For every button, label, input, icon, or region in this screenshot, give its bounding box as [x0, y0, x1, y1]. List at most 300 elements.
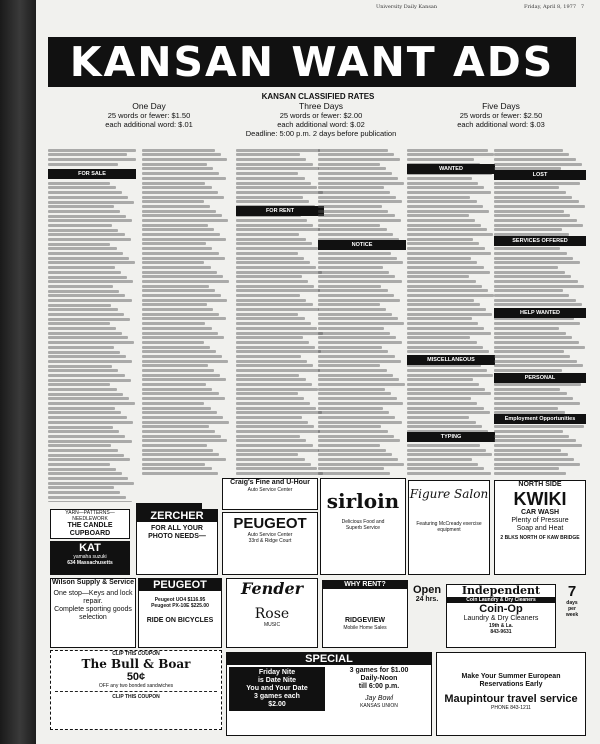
- classified-text-line: [142, 383, 206, 386]
- classified-text-line: [318, 369, 387, 372]
- classified-text-line: [494, 266, 558, 269]
- classified-text-line: [318, 233, 393, 236]
- classified-text-line: [48, 182, 110, 185]
- classified-text-line: [318, 374, 393, 377]
- ad-craigs-auto: Craig's Fine and U-Hour Auto Service Center: [222, 478, 318, 510]
- classified-text-line: [236, 430, 320, 433]
- section-help-wanted: HELP WANTED: [494, 308, 586, 318]
- classified-text-line: [142, 374, 220, 377]
- classified-text-line: [407, 149, 488, 152]
- classified-text-line: [318, 177, 398, 180]
- classified-text-line: [142, 224, 208, 227]
- classified-text-line: [48, 252, 123, 255]
- classified-text-line: [407, 378, 473, 381]
- classified-text-line: [142, 467, 212, 470]
- section-wanted: WANTED: [407, 164, 495, 174]
- classified-text-line: [494, 163, 582, 166]
- classified-text-line: [142, 435, 221, 438]
- classified-text-line: [236, 341, 309, 344]
- classified-text-line: [494, 407, 558, 410]
- classified-text-line: [236, 439, 306, 442]
- classified-text-line: [236, 383, 312, 386]
- classified-text-line: [318, 228, 387, 231]
- classified-text-line: [494, 327, 559, 330]
- classified-text-line: [142, 336, 224, 339]
- classified-text-line: [318, 472, 390, 475]
- classified-text-line: [236, 416, 302, 419]
- classified-text-line: [236, 364, 313, 367]
- ad-maupintour: Make Your Summer European Reservations Early Maupintour travel service PHONE 843-1211: [436, 652, 586, 736]
- classified-text-line: [318, 355, 395, 358]
- classified-text-line: [494, 350, 564, 353]
- classified-text-line: [142, 378, 226, 381]
- classified-text-line: [142, 228, 214, 231]
- classified-text-line: [494, 191, 566, 194]
- classified-text-line: [48, 435, 125, 438]
- classified-text-line: [407, 341, 477, 344]
- column-5-text: [407, 149, 495, 475]
- classified-text-line: [494, 444, 582, 447]
- classified-text-line: [142, 458, 226, 461]
- classified-text-line: [494, 303, 582, 306]
- classified-text-line: [494, 435, 569, 438]
- classified-text-line: [48, 280, 133, 283]
- classified-text-line: [48, 318, 130, 321]
- classified-text-line: [236, 458, 305, 461]
- classified-text-line: [142, 355, 222, 358]
- ad-zercher: ZERCHER FOR ALL YOUR PHOTO NEEDS—: [136, 509, 218, 575]
- classified-text-line: [142, 308, 213, 311]
- classified-text-line: [318, 407, 383, 410]
- classified-text-line: [318, 252, 391, 255]
- classified-text-line: [48, 308, 118, 311]
- ad-fender-rose-music: Fender Rose MUSIC: [226, 578, 318, 648]
- classified-text-line: [236, 228, 320, 231]
- rate-five-days: Five Days 25 words or fewer: $2.50 each additional word: $.03: [457, 101, 545, 129]
- classified-text-line: [48, 294, 125, 297]
- classified-text-line: [48, 383, 110, 386]
- classified-text-line: [48, 397, 129, 400]
- classified-text-line: [318, 397, 397, 400]
- classified-text-line: [48, 444, 111, 447]
- classified-text-line: [494, 322, 580, 325]
- classified-text-line: [494, 285, 584, 288]
- classified-text-line: [494, 257, 573, 260]
- classified-text-line: [142, 172, 219, 175]
- classified-text-line: [407, 177, 472, 180]
- classified-text-line: [236, 275, 302, 278]
- classified-text-line: [318, 313, 392, 316]
- classified-text-line: [236, 322, 311, 325]
- classified-text-line: [142, 233, 220, 236]
- classified-text-line: [236, 313, 298, 316]
- classified-text-line: [236, 374, 299, 377]
- classified-text-line: [142, 247, 212, 250]
- classified-text-line: [236, 177, 305, 180]
- classified-text-line: [494, 247, 560, 250]
- classified-text-line: [494, 252, 567, 255]
- classified-text-line: [48, 416, 127, 419]
- classified-text-line: [407, 402, 477, 405]
- classified-text-line: [142, 158, 227, 161]
- classified-text-line: [318, 458, 398, 461]
- want-ads-banner: KANSAN WANT ADS: [48, 37, 576, 87]
- classified-text-line: [494, 271, 565, 274]
- classified-text-line: [236, 308, 319, 311]
- classified-text-line: [48, 229, 118, 232]
- classified-text-line: [142, 332, 218, 335]
- classified-text-line: [494, 463, 580, 466]
- classified-text-line: [494, 153, 569, 156]
- ad-ridgeview-mobile-homes: WHY RENT? RIDGEVIEW Mobile Home Sales: [322, 580, 408, 648]
- classified-text-line: [494, 182, 580, 185]
- classified-text-line: [48, 374, 125, 377]
- classified-text-line: [318, 364, 380, 367]
- classified-text-line: [236, 186, 317, 189]
- ad-sirloin: sirloin Delicious Food and Superb Service: [320, 478, 406, 575]
- classified-text-line: [407, 411, 490, 414]
- classified-text-line: [48, 341, 134, 344]
- classified-text-line: [407, 280, 476, 283]
- classified-text-line: [318, 463, 404, 466]
- classified-text-line: [236, 472, 323, 475]
- classified-text-line: [407, 214, 469, 217]
- classified-text-line: [48, 388, 117, 391]
- classified-text-line: [142, 463, 205, 466]
- classified-column-3: [236, 147, 324, 502]
- classified-text-line: [494, 280, 578, 283]
- classified-text-line: [236, 392, 298, 395]
- classified-text-line: [236, 167, 319, 170]
- classified-text-line: [236, 317, 305, 320]
- classified-text-line: [318, 383, 405, 386]
- classified-text-line: [318, 430, 388, 433]
- classified-text-line: [318, 280, 402, 283]
- classified-text-line: [236, 172, 298, 175]
- classified-text-line: [48, 257, 129, 260]
- classified-text-line: [407, 191, 491, 194]
- classified-text-line: [407, 327, 484, 330]
- classified-text-line: [318, 411, 389, 414]
- classified-column-5: [407, 147, 495, 502]
- classified-text-line: [142, 167, 213, 170]
- classified-text-line: [142, 238, 226, 241]
- classified-text-line: [142, 153, 221, 156]
- classified-text-line: [407, 416, 469, 419]
- classified-text-line: [142, 407, 211, 410]
- classified-text-line: [494, 205, 585, 208]
- ad-bull-and-boar-coupon: CLIP THIS COUPON The Bull & Boar 50¢ OFF any two bonded sandwiches CLIP THIS COUPON: [50, 650, 222, 730]
- classified-text-line: [142, 242, 206, 245]
- classified-text-line: [142, 313, 219, 316]
- classified-text-line: [407, 233, 493, 236]
- classified-text-line: [318, 285, 381, 288]
- classified-text-line: [142, 397, 225, 400]
- classified-text-line: [142, 280, 229, 283]
- classified-text-line: [142, 210, 216, 213]
- classified-text-line: [318, 186, 384, 189]
- classified-text-line: [318, 425, 381, 428]
- classified-text-line: [236, 247, 318, 250]
- ad-peugeot-auto: PEUGEOT Auto Service Center 33rd & Ridge Court: [222, 512, 318, 575]
- classified-text-line: [407, 285, 482, 288]
- classified-text-line: [494, 158, 576, 161]
- classified-column-2: [142, 147, 230, 502]
- classified-text-line: [494, 346, 585, 349]
- column-4-text: [318, 149, 406, 475]
- classified-text-line: [494, 219, 577, 222]
- classified-text-line: [48, 411, 121, 414]
- classified-text-line: [318, 257, 397, 260]
- classified-text-line: [236, 303, 313, 306]
- classified-text-line: [142, 369, 214, 372]
- classified-text-line: [318, 322, 404, 325]
- section-lost: LOST: [494, 170, 586, 180]
- classified-text-line: [48, 468, 116, 471]
- classified-text-line: [48, 351, 120, 354]
- classified-text-line: [494, 332, 566, 335]
- classified-text-line: [142, 439, 227, 442]
- classified-text-line: [236, 285, 314, 288]
- classified-text-line: [142, 341, 204, 344]
- classified-text-line: [318, 158, 400, 161]
- rate-one-day: One Day 25 words or fewer: $1.50 each additional word: $.01: [105, 101, 193, 129]
- classified-text-line: [142, 425, 209, 428]
- classified-text-line: [236, 233, 299, 236]
- section-miscellaneous: MISCELLANEOUS: [407, 355, 495, 365]
- classified-text-line: [48, 496, 126, 499]
- classified-text-line: [407, 299, 474, 302]
- classified-text-line: [407, 453, 492, 456]
- classified-text-line: [48, 290, 119, 293]
- classified-text-line: [236, 425, 314, 428]
- classified-text-line: [494, 425, 584, 428]
- classified-text-line: [236, 369, 320, 372]
- classified-text-line: [494, 453, 568, 456]
- classified-text-line: [48, 336, 128, 339]
- classified-text-line: [318, 205, 382, 208]
- ad-peugeot-bicycles: PEUGEOT Peugeot UO4 $116.95 Peugeot PX-10E $225.00 RIDE ON BICYCLES: [138, 578, 222, 648]
- classified-text-line: [407, 472, 491, 475]
- classified-text-line: [318, 346, 382, 349]
- classified-text-line: [48, 355, 126, 358]
- classified-text-line: [48, 501, 132, 503]
- classified-text-line: [142, 421, 229, 424]
- classified-text-line: [142, 402, 204, 405]
- classified-text-line: [236, 453, 298, 456]
- ad-figure-salon: Figure Salon Featuring McCready exercise equipment: [408, 480, 490, 575]
- classified-text-line: [407, 261, 477, 264]
- classified-column-4: [318, 147, 406, 502]
- classified-text-line: [142, 275, 223, 278]
- classified-text-line: [236, 355, 301, 358]
- classified-text-line: [236, 332, 323, 335]
- classified-text-line: [494, 224, 583, 227]
- classified-text-line: [48, 365, 112, 368]
- classified-text-line: [318, 271, 389, 274]
- section-personal: PERSONAL: [494, 373, 586, 383]
- page-binding: [0, 0, 36, 744]
- ad-kat: KAT yamaha suzuki 634 Massachusetts: [50, 541, 130, 575]
- classified-text-line: [236, 163, 313, 166]
- ad-kwiki-car-wash: NORTH SIDE KWIKI CAR WASH Plenty of Pressure Soap and Heat 2 BLKS NORTH OF KAW BRIDGE: [494, 480, 586, 575]
- classified-text-line: [318, 449, 386, 452]
- classified-text-line: [494, 383, 581, 386]
- running-head-date: Friday, April 8, 1977 7: [523, 4, 584, 10]
- classified-text-line: [236, 294, 300, 297]
- classified-text-line: [236, 435, 300, 438]
- classified-text-line: [318, 299, 400, 302]
- ad-open-24: Open 24 hrs.: [412, 584, 442, 603]
- classified-text-line: [142, 191, 218, 194]
- classified-text-line: [318, 219, 401, 222]
- classified-text-line: [318, 210, 388, 213]
- classified-text-line: [236, 346, 315, 349]
- classified-text-line: [236, 200, 309, 203]
- classified-text-line: [494, 355, 570, 358]
- classified-text-line: [318, 303, 380, 306]
- classified-text-line: [407, 228, 487, 231]
- classified-text-line: [48, 219, 132, 222]
- classified-text-line: [494, 228, 562, 231]
- classified-text-line: [48, 266, 115, 269]
- classified-text-line: [318, 435, 394, 438]
- classified-text-line: [142, 449, 213, 452]
- classified-text-line: [318, 317, 398, 320]
- classified-text-line: [318, 378, 399, 381]
- classified-text-line: [407, 425, 482, 428]
- classified-text-line: [142, 257, 225, 260]
- classified-text-line: [407, 332, 491, 335]
- classified-text-line: [318, 467, 384, 470]
- classified-text-line: [236, 327, 317, 330]
- classified-text-line: [48, 261, 135, 264]
- classified-text-line: [48, 440, 132, 443]
- classified-text-line: [236, 266, 316, 269]
- classified-text-line: [494, 402, 580, 405]
- classified-text-line: [48, 332, 122, 335]
- classified-text-line: [318, 308, 386, 311]
- classified-text-line: [236, 289, 320, 292]
- classified-text-line: [142, 411, 217, 414]
- classified-text-line: [318, 214, 395, 217]
- classified-text-line: [48, 285, 113, 288]
- classified-text-line: [48, 454, 124, 457]
- classified-text-line: [236, 261, 310, 264]
- classified-text-line: [142, 294, 221, 297]
- classified-text-line: [236, 158, 306, 161]
- classified-text-line: [318, 224, 380, 227]
- classified-text-line: [48, 346, 114, 349]
- classified-text-line: [407, 407, 484, 410]
- classified-text-line: [142, 350, 216, 353]
- classified-text-line: [407, 336, 470, 339]
- classified-text-line: [236, 360, 307, 363]
- classified-text-line: [48, 205, 114, 208]
- classified-text-line: [48, 463, 110, 466]
- classified-text-line: [48, 491, 120, 494]
- classified-text-line: [407, 317, 472, 320]
- classified-text-line: [236, 444, 313, 447]
- section-services-offered: SERVICES OFFERED: [494, 236, 586, 246]
- classified-text-line: [48, 402, 135, 405]
- classified-text-line: [494, 397, 573, 400]
- classified-text-line: [236, 397, 304, 400]
- classified-text-line: [318, 191, 390, 194]
- classified-text-line: [142, 219, 228, 222]
- classified-text-line: [407, 224, 481, 227]
- classified-text-line: [142, 252, 219, 255]
- classified-text-line: [318, 336, 396, 339]
- classified-text-line: [407, 257, 471, 260]
- classified-rates: [36, 92, 600, 140]
- classified-text-line: [142, 364, 208, 367]
- classified-text-line: [236, 411, 322, 414]
- classified-text-line: [236, 191, 323, 194]
- classified-text-line: [494, 149, 563, 152]
- classified-text-line: [407, 458, 472, 461]
- classified-text-line: [48, 224, 112, 227]
- classified-text-line: [142, 149, 215, 152]
- ad-jaybowl-special: SPECIAL Friday Nite is Date Nite You and Your Date 3 games each $2.00 3 games for $1.00 Daily-Noon till 6:00 p.m. Jay Bowl KANSAS UNION: [226, 652, 432, 736]
- classified-text-line: [236, 421, 308, 424]
- classified-text-line: [142, 472, 218, 475]
- classified-text-line: [494, 472, 566, 475]
- classified-text-line: [407, 303, 480, 306]
- classified-text-line: [318, 360, 401, 363]
- classified-text-line: [318, 172, 392, 175]
- column-1-text: [48, 182, 136, 502]
- classified-text-line: [48, 477, 128, 480]
- section-typing: TYPING: [407, 432, 495, 442]
- classified-text-line: [494, 289, 563, 292]
- classified-text-line: [494, 200, 579, 203]
- classified-text-line: [142, 163, 207, 166]
- classified-text-line: [318, 289, 388, 292]
- section-notice: NOTICE: [318, 240, 406, 250]
- classified-text-line: [48, 247, 117, 250]
- classified-text-line: [142, 299, 227, 302]
- classified-text-line: [494, 299, 576, 302]
- newspaper-page: [36, 0, 600, 744]
- classified-text-line: [318, 153, 394, 156]
- classified-text-line: [318, 266, 383, 269]
- classified-text-line: [142, 205, 210, 208]
- classified-text-line: [142, 327, 212, 330]
- classified-text-line: [236, 271, 322, 274]
- running-head-title: University Daily Kansan: [376, 4, 438, 10]
- classified-text-line: [318, 402, 403, 405]
- classified-text-line: [318, 275, 395, 278]
- classified-text-line: [407, 289, 488, 292]
- classified-text-line: [318, 167, 386, 170]
- classified-text-line: [494, 449, 561, 452]
- classified-text-line: [142, 317, 226, 320]
- classified-text-line: [236, 280, 308, 283]
- classified-text-line: [494, 458, 574, 461]
- classified-text-line: [318, 341, 402, 344]
- section-employment: Employment Opportunities: [494, 414, 586, 424]
- classified-text-line: [494, 186, 559, 189]
- classified-text-line: [407, 294, 494, 297]
- classified-text-line: [142, 182, 205, 185]
- classified-text-line: [236, 257, 304, 260]
- classified-text-line: [48, 271, 121, 274]
- classified-text-line: [48, 379, 131, 382]
- classified-text-line: [407, 219, 475, 222]
- classified-text-line: [494, 261, 580, 264]
- section-for-sale: FOR SALE: [48, 169, 136, 179]
